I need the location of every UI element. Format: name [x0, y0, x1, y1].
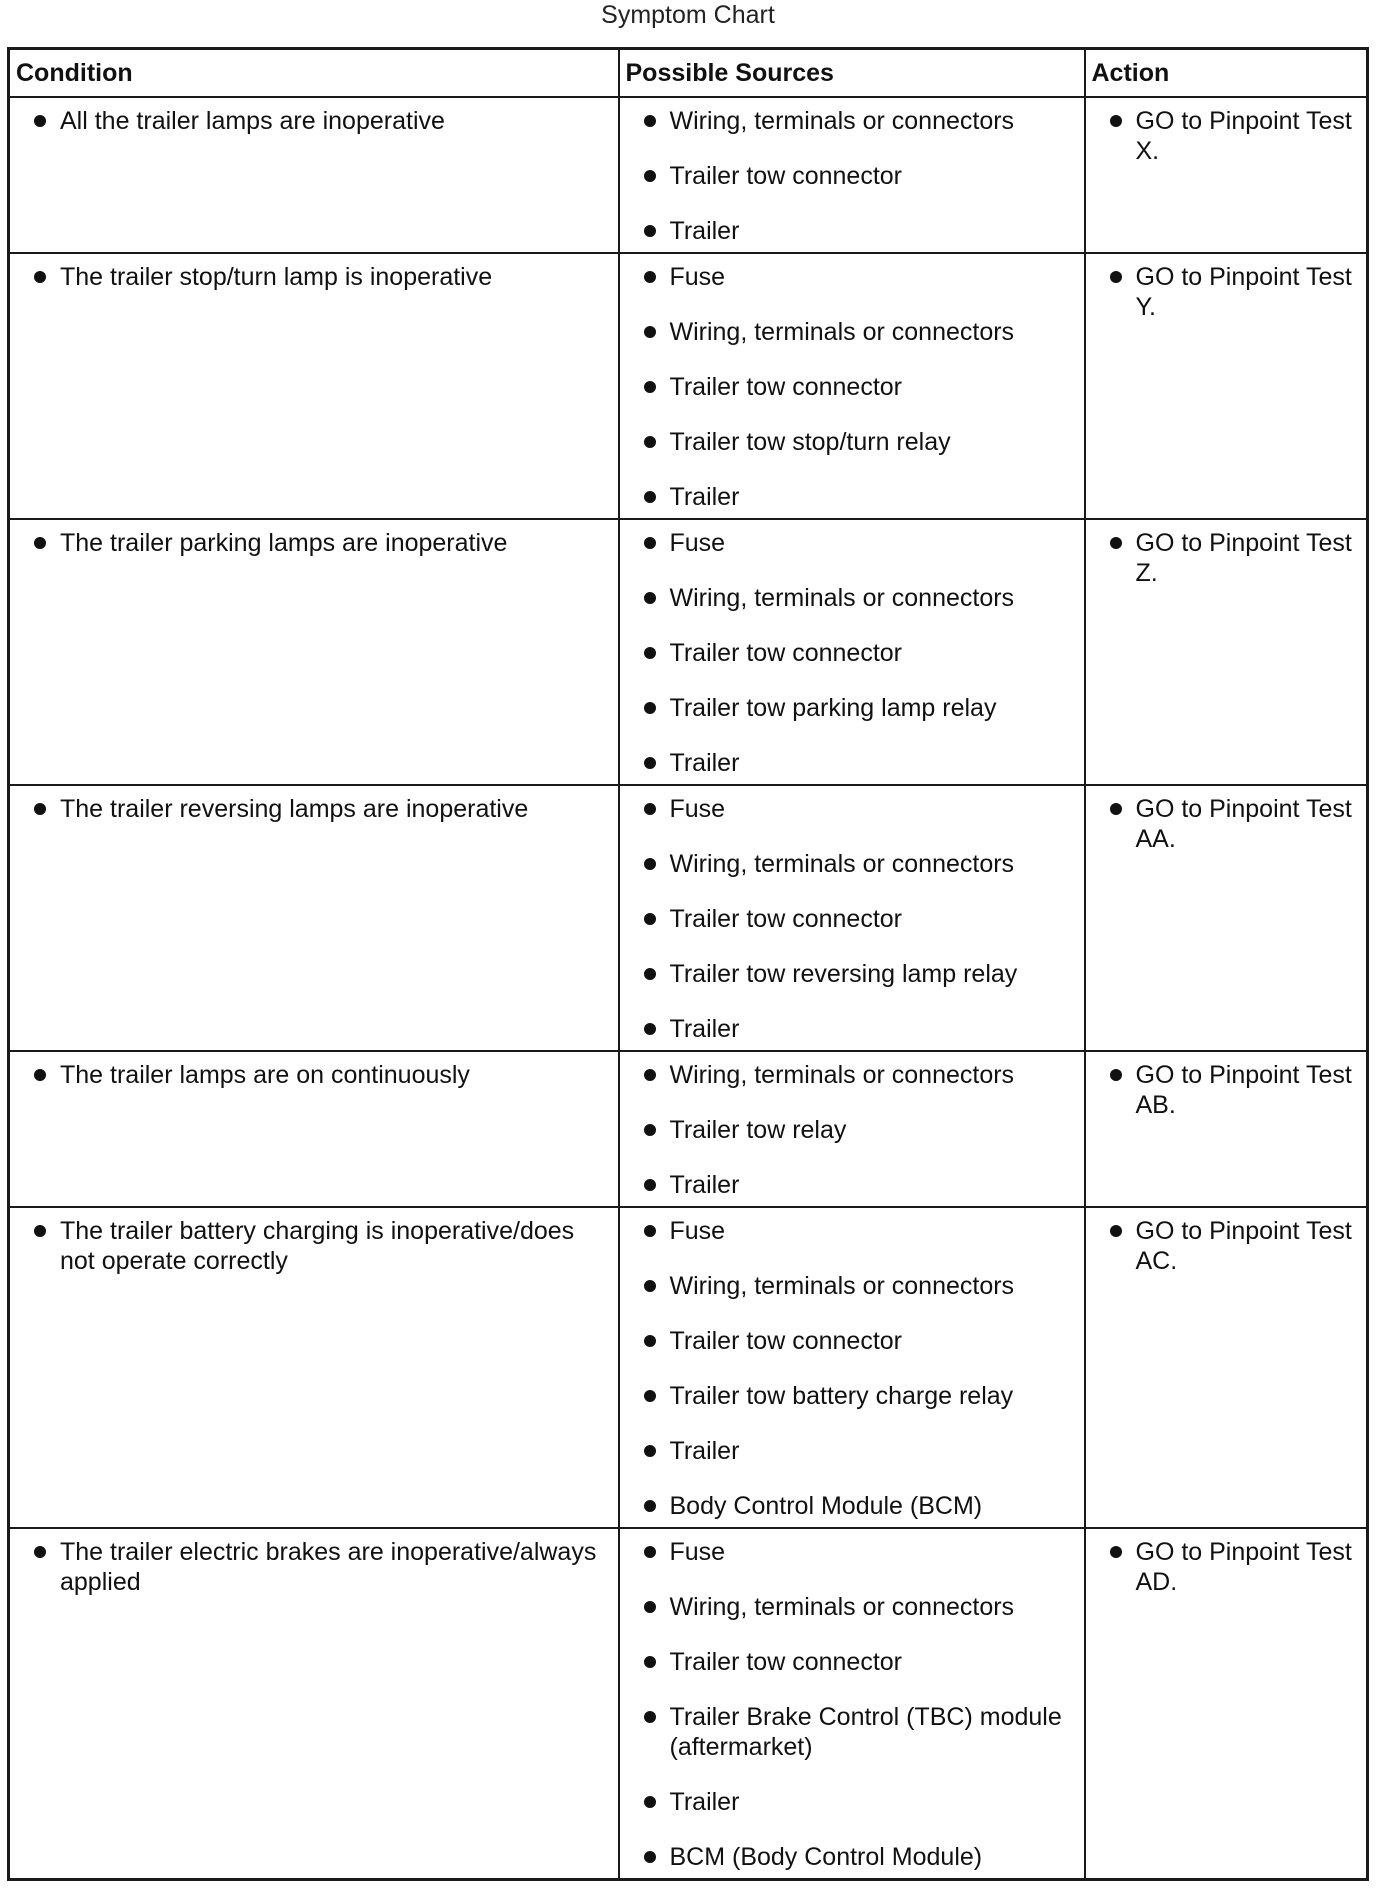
- bullet-icon: [34, 537, 46, 549]
- source-item-text: Trailer: [669, 217, 740, 245]
- source-item-text: Wiring, terminals or connectors: [669, 107, 1015, 135]
- source-item-text: Trailer Brake Control (TBC) module (aftermarket): [669, 1703, 1062, 1761]
- condition-cell: [9, 785, 619, 1051]
- source-item: [634, 1170, 1070, 1200]
- bullet-icon: [34, 271, 46, 283]
- action-item: [1100, 262, 1353, 322]
- header-action: Action: [1085, 49, 1368, 98]
- source-item: [634, 1842, 1070, 1872]
- source-item-text: Trailer: [669, 1437, 740, 1465]
- bullet-icon: [644, 381, 656, 393]
- bullet-icon: [644, 1069, 656, 1081]
- possible-sources-cell: [619, 253, 1085, 519]
- table-row: [9, 1207, 1368, 1528]
- possible-sources-cell: [619, 1207, 1085, 1528]
- bullet-icon: [644, 1851, 656, 1863]
- bullet-icon: [644, 225, 656, 237]
- action-cell: [1085, 519, 1368, 785]
- source-item-text: Trailer: [669, 1788, 740, 1816]
- source-item-text: Wiring, terminals or connectors: [669, 1593, 1015, 1621]
- bullet-icon: [644, 858, 656, 870]
- action-item: [1100, 1537, 1353, 1597]
- action-item: [1100, 528, 1353, 588]
- bullet-icon: [644, 1656, 656, 1668]
- source-item: [634, 748, 1070, 778]
- source-item-text: Body Control Module (BCM): [669, 1492, 983, 1520]
- source-item: [634, 1326, 1070, 1356]
- action-item: [1100, 1060, 1353, 1120]
- source-item-text: Wiring, terminals or connectors: [669, 584, 1015, 612]
- source-item-text: Fuse: [669, 795, 726, 823]
- source-item: [634, 904, 1070, 934]
- condition-item-text: The trailer parking lamps are inoperative: [60, 529, 508, 557]
- table-row: [9, 253, 1368, 519]
- source-item: [634, 1381, 1070, 1411]
- source-item: [634, 1702, 1070, 1762]
- action-item-text: GO to Pinpoint Test AC.: [1135, 1217, 1352, 1275]
- condition-item: [24, 1216, 604, 1276]
- symptom-table: [7, 47, 1369, 1881]
- bullet-icon: [644, 592, 656, 604]
- action-item: [1100, 106, 1353, 166]
- page-title: Symptom Chart: [601, 1, 775, 29]
- source-item-text: Trailer tow connector: [669, 639, 902, 667]
- bullet-icon: [644, 968, 656, 980]
- source-item-text: Trailer tow battery charge relay: [669, 1382, 1014, 1410]
- source-item: [634, 317, 1070, 347]
- bullet-icon: [644, 1445, 656, 1457]
- action-item-text: GO to Pinpoint Test AD.: [1135, 1538, 1352, 1596]
- action-cell: [1085, 1528, 1368, 1880]
- condition-cell: [9, 1207, 619, 1528]
- source-item: [634, 106, 1070, 136]
- action-item-text: GO to Pinpoint Test Z.: [1135, 529, 1352, 587]
- bullet-icon: [644, 115, 656, 127]
- source-item: [634, 1060, 1070, 1090]
- table-body: [9, 97, 1368, 1880]
- source-item-text: Trailer: [669, 1171, 740, 1199]
- action-cell: [1085, 1051, 1368, 1207]
- source-item-text: Trailer: [669, 483, 740, 511]
- action-item-text: GO to Pinpoint Test AA.: [1135, 795, 1352, 853]
- source-item: [634, 427, 1070, 457]
- bullet-icon: [644, 436, 656, 448]
- source-item: [634, 1491, 1070, 1521]
- source-item-text: Wiring, terminals or connectors: [669, 850, 1015, 878]
- condition-item-text: The trailer stop/turn lamp is inoperative: [60, 263, 493, 291]
- bullet-icon: [1110, 537, 1122, 549]
- source-item-text: Trailer: [669, 749, 740, 777]
- bullet-icon: [644, 1390, 656, 1402]
- source-item: [634, 1647, 1070, 1677]
- bullet-icon: [1110, 1546, 1122, 1558]
- bullet-icon: [644, 170, 656, 182]
- source-item: [634, 1115, 1070, 1145]
- bullet-icon: [644, 647, 656, 659]
- condition-item-text: The trailer reversing lamps are inoperative: [60, 795, 529, 823]
- bullet-icon: [34, 803, 46, 815]
- bullet-icon: [644, 491, 656, 503]
- condition-item: [24, 794, 604, 824]
- source-item: [634, 482, 1070, 512]
- bullet-icon: [644, 326, 656, 338]
- condition-item: [24, 1537, 604, 1597]
- condition-item-text: The trailer battery charging is inoperative/does not operate correctly: [60, 1217, 575, 1275]
- bullet-icon: [34, 1225, 46, 1237]
- bullet-icon: [644, 1796, 656, 1808]
- bullet-icon: [644, 913, 656, 925]
- action-cell: [1085, 1207, 1368, 1528]
- source-item-text: Trailer tow connector: [669, 162, 902, 190]
- source-item: [634, 216, 1070, 246]
- source-item: [634, 1216, 1070, 1246]
- source-item-text: BCM (Body Control Module): [669, 1843, 983, 1871]
- condition-item: [24, 528, 604, 558]
- condition-item: [24, 106, 604, 136]
- bullet-icon: [1110, 115, 1122, 127]
- possible-sources-cell: [619, 519, 1085, 785]
- bullet-icon: [34, 1069, 46, 1081]
- possible-sources-cell: [619, 1051, 1085, 1207]
- header-possible-sources: Possible Sources: [619, 49, 1085, 98]
- source-item-text: Trailer tow connector: [669, 905, 902, 933]
- source-item: [634, 1787, 1070, 1817]
- action-item: [1100, 794, 1353, 854]
- source-item-text: Trailer tow connector: [669, 373, 902, 401]
- bullet-icon: [644, 702, 656, 714]
- condition-cell: [9, 1051, 619, 1207]
- source-item-text: Wiring, terminals or connectors: [669, 1061, 1015, 1089]
- source-item-text: Trailer tow stop/turn relay: [669, 428, 951, 456]
- source-item: [634, 161, 1070, 191]
- source-item: [634, 583, 1070, 613]
- source-item: [634, 262, 1070, 292]
- source-item: [634, 849, 1070, 879]
- action-cell: [1085, 253, 1368, 519]
- bullet-icon: [644, 1500, 656, 1512]
- bullet-icon: [644, 1023, 656, 1035]
- source-item-text: Fuse: [669, 1217, 726, 1245]
- bullet-icon: [644, 1280, 656, 1292]
- source-item-text: Trailer: [669, 1015, 740, 1043]
- source-item: [634, 1537, 1070, 1567]
- source-item: [634, 959, 1070, 989]
- source-item-text: Trailer tow connector: [669, 1648, 902, 1676]
- condition-cell: [9, 1528, 619, 1880]
- source-item: [634, 1436, 1070, 1466]
- bullet-icon: [1110, 803, 1122, 815]
- action-item-text: GO to Pinpoint Test X.: [1135, 107, 1352, 165]
- condition-item: [24, 1060, 604, 1090]
- action-item: [1100, 1216, 1353, 1276]
- table-row: [9, 97, 1368, 253]
- source-item-text: Wiring, terminals or connectors: [669, 1272, 1015, 1300]
- condition-item-text: All the trailer lamps are inoperative: [60, 107, 445, 135]
- condition-item-text: The trailer lamps are on continuously: [60, 1061, 470, 1089]
- source-item-text: Fuse: [669, 263, 726, 291]
- source-item: [634, 1271, 1070, 1301]
- bullet-icon: [644, 1335, 656, 1347]
- bullet-icon: [644, 1711, 656, 1723]
- bullet-icon: [34, 1546, 46, 1558]
- bullet-icon: [644, 1124, 656, 1136]
- bullet-icon: [644, 537, 656, 549]
- source-item-text: Trailer tow parking lamp relay: [669, 694, 997, 722]
- source-item: [634, 794, 1070, 824]
- source-item-text: Trailer tow connector: [669, 1327, 902, 1355]
- action-cell: [1085, 97, 1368, 253]
- bullet-icon: [644, 1225, 656, 1237]
- possible-sources-cell: [619, 97, 1085, 253]
- condition-cell: [9, 519, 619, 785]
- source-item-text: Trailer tow reversing lamp relay: [669, 960, 1018, 988]
- bullet-icon: [644, 1601, 656, 1613]
- condition-cell: [9, 253, 619, 519]
- action-item-text: GO to Pinpoint Test Y.: [1135, 263, 1352, 321]
- bullet-icon: [1110, 1225, 1122, 1237]
- bullet-icon: [644, 803, 656, 815]
- source-item: [634, 1014, 1070, 1044]
- source-item: [634, 372, 1070, 402]
- source-item: [634, 1592, 1070, 1622]
- source-item-text: Trailer tow relay: [669, 1116, 847, 1144]
- condition-item-text: The trailer electric brakes are inoperative/always applied: [60, 1538, 597, 1596]
- condition-cell: [9, 97, 619, 253]
- bullet-icon: [644, 1546, 656, 1558]
- table-row: [9, 785, 1368, 1051]
- source-item: [634, 693, 1070, 723]
- action-cell: [1085, 785, 1368, 1051]
- bullet-icon: [644, 757, 656, 769]
- condition-item: [24, 262, 604, 292]
- bullet-icon: [1110, 271, 1122, 283]
- bullet-icon: [644, 271, 656, 283]
- source-item: [634, 638, 1070, 668]
- header-condition: Condition: [9, 49, 619, 98]
- table-row: [9, 519, 1368, 785]
- table-header-row: [9, 49, 1368, 98]
- source-item-text: Fuse: [669, 529, 726, 557]
- possible-sources-cell: [619, 785, 1085, 1051]
- source-item-text: Fuse: [669, 1538, 726, 1566]
- action-item-text: GO to Pinpoint Test AB.: [1135, 1061, 1352, 1119]
- table-row: [9, 1528, 1368, 1880]
- bullet-icon: [34, 115, 46, 127]
- source-item: [634, 528, 1070, 558]
- bullet-icon: [644, 1179, 656, 1191]
- possible-sources-cell: [619, 1528, 1085, 1880]
- source-item-text: Wiring, terminals or connectors: [669, 318, 1015, 346]
- table-row: [9, 1051, 1368, 1207]
- bullet-icon: [1110, 1069, 1122, 1081]
